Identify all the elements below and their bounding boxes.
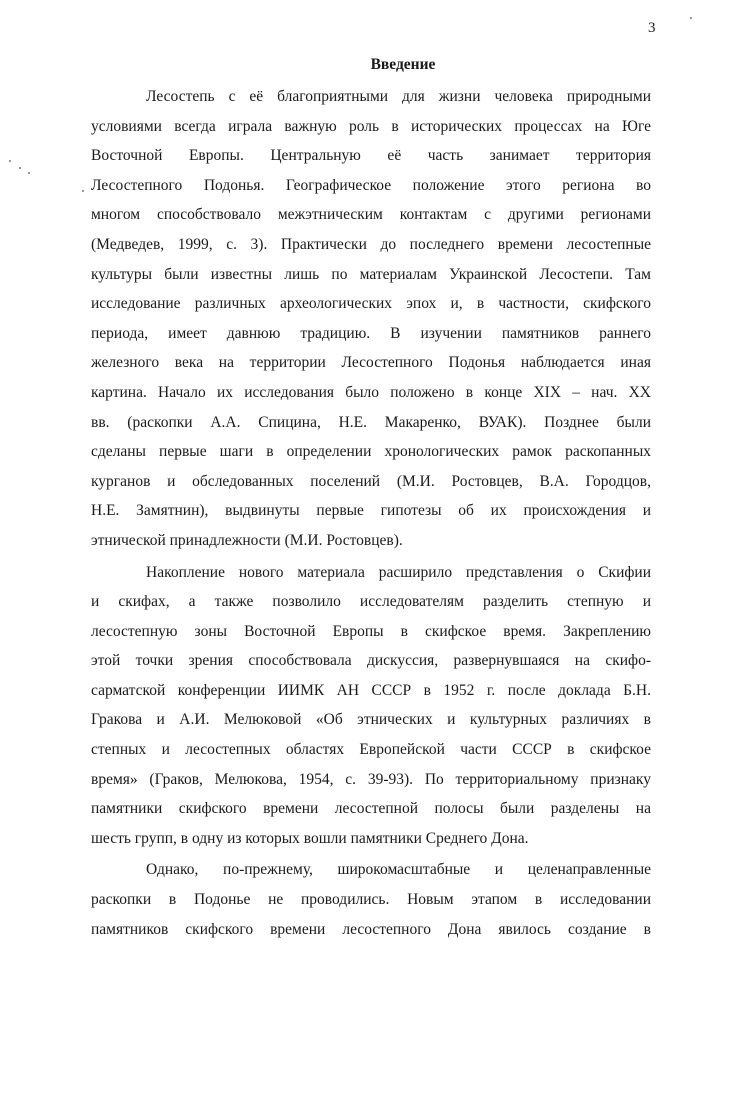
text-line: Лесостепь с её благоприятными для жизни человека природными xyxy=(146,88,651,105)
text-line: (Медведев, 1999, с. 3). Практически до последнего времени лесостепные xyxy=(91,235,651,253)
text-line: курганов и обследованных поселений (М.И. Ростовцев, В.А. Городцов, xyxy=(91,472,651,490)
text-line: условиями всегда играла важную роль в исторических процессах на Юге xyxy=(91,117,651,135)
text-line: лесостепную зоны Восточной Европы в скифское время. Закреплению xyxy=(91,622,651,640)
text-line: картина. Начало их исследования было положено в конце XIX – нач. XX xyxy=(91,383,651,401)
text-line: культуры были известны лишь по материалам Украинской Лесостепи. Там xyxy=(91,265,651,283)
section-title: Введение xyxy=(370,56,436,73)
text-line: и скифах, а также позволило исследователям разделить степную и xyxy=(91,593,651,611)
scan-speck xyxy=(28,172,30,174)
text-line: этой точки зрения способствовала дискуссия, развернувшаяся на скифо- xyxy=(91,652,651,670)
text-line: периода, имеет давнюю традицию. В изучении памятников раннего xyxy=(91,324,651,342)
text-line: железного века на территории Лесостепного Подонья наблюдается иная xyxy=(91,354,651,372)
text-line: Восточной Европы. Центральную её часть занимает территория xyxy=(91,147,651,165)
text-line: памятников скифского времени лесостепного Дона явилось создание в xyxy=(91,920,651,938)
text-line: Гракова и А.И. Мелюковой «Об этнических и культурных различиях в xyxy=(91,711,651,729)
text-line: раскопки в Подонье не проводились. Новым этапом в исследовании xyxy=(91,891,651,909)
text-line: Н.Е. Замятнин), выдвинуты первые гипотезы об их происхождения и xyxy=(91,502,651,520)
scan-speck xyxy=(19,167,21,169)
text-line: сарматской конференции ИИМК АН СССР в 1952 г. после доклада Б.Н. xyxy=(91,681,651,699)
text-line: вв. (раскопки А.А. Спицина, Н.Е. Макаренко, ВУАК). Позднее были xyxy=(91,413,651,431)
scan-speck xyxy=(9,160,11,162)
text-line: степных и лесостепных областях Европейской части СССР в скифское xyxy=(91,741,651,759)
text-line: Однако, по-прежнему, широкомасштабные и целенаправленные xyxy=(146,861,651,879)
text-line: памятники скифского времени лесостепной полосы были разделены на xyxy=(91,800,651,818)
text-line: Лесостепного Подонья. Географическое положение этого региона во xyxy=(91,176,651,194)
body-text xyxy=(91,82,651,944)
scan-speck xyxy=(690,17,692,19)
text-line: сделаны первые шаги в определении хронологических рамок раскопанных xyxy=(91,443,651,461)
text-line: этнической принадлежности (М.И. Ростовцев). xyxy=(91,531,403,549)
scan-speck xyxy=(82,190,84,192)
text-line: многом способствовало межэтническим контактам с другими регионами xyxy=(91,206,651,224)
text-line: Накопление нового материала расширило представления о Скифии xyxy=(146,563,651,581)
page-number: 3 xyxy=(648,20,656,36)
text-line: шесть групп, в одну из которых вошли памятники Среднего Дона. xyxy=(91,829,529,847)
text-line: время» (Граков, Мелюкова, 1954, с. 39-93). По территориальному признаку xyxy=(91,770,651,788)
text-line: исследование различных археологических эпох и, в частности, скифского xyxy=(91,295,651,313)
